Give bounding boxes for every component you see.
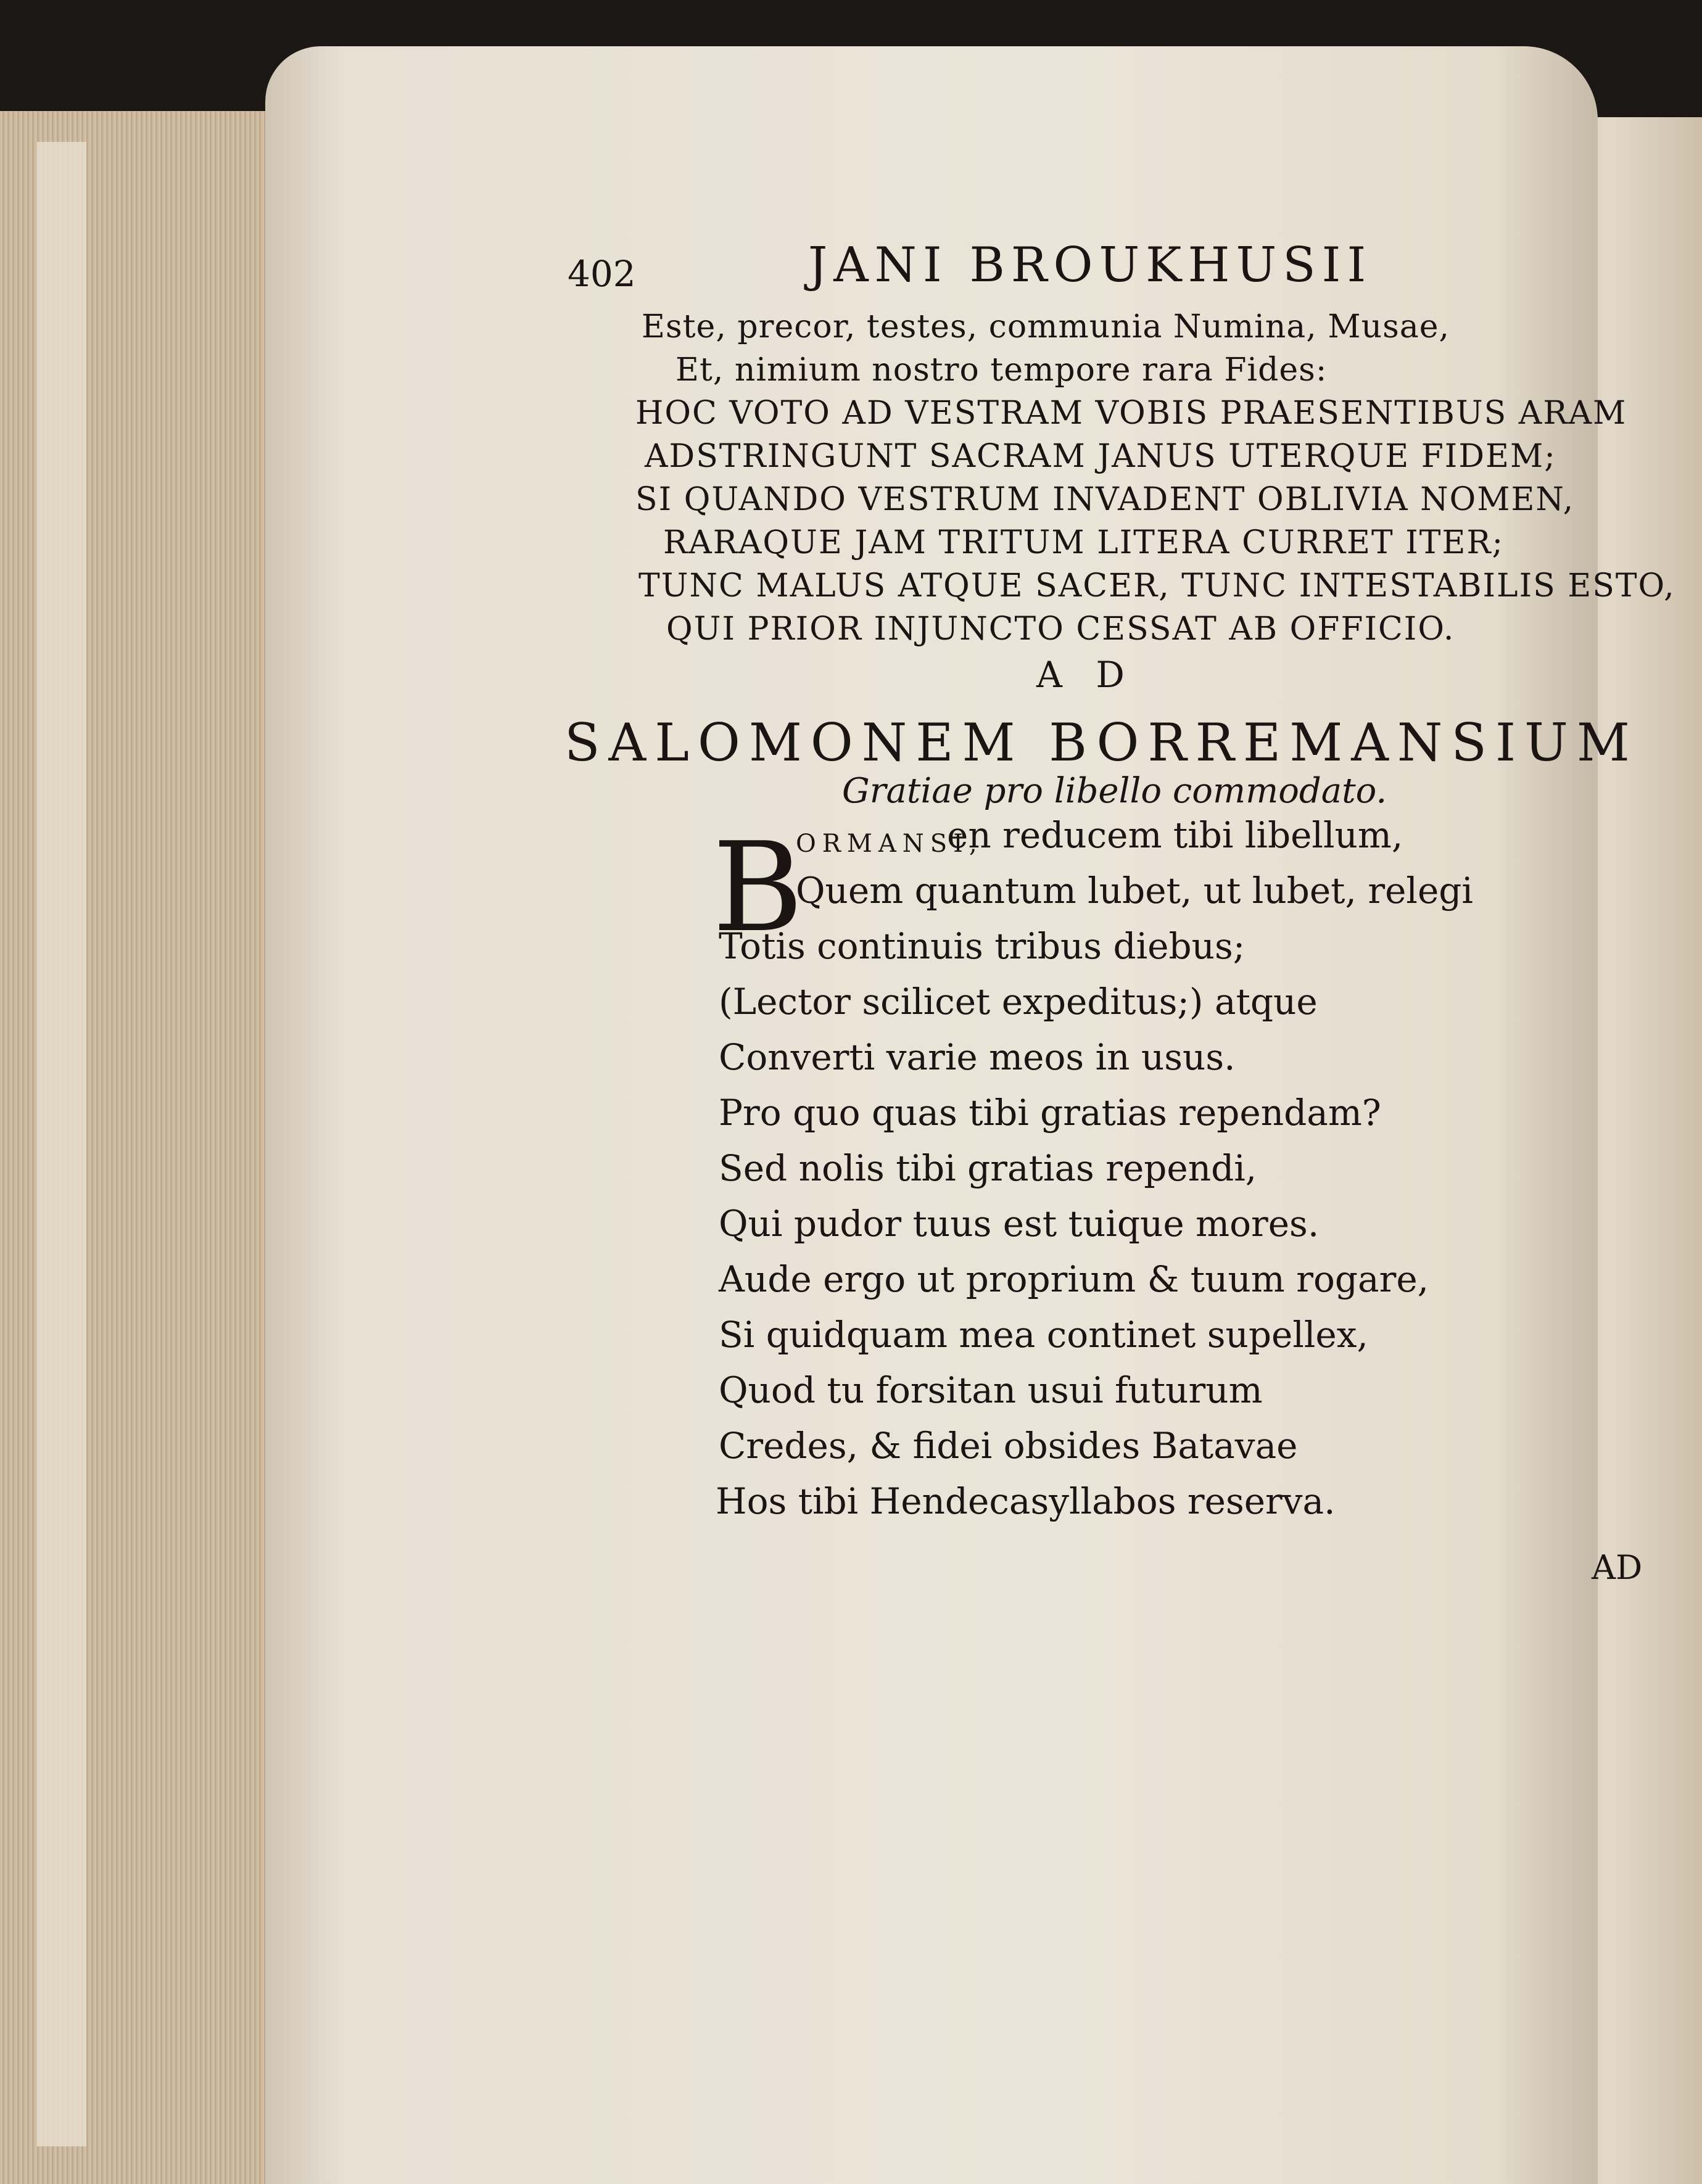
drop-cap: B xyxy=(713,816,803,960)
page-number: 402 xyxy=(568,253,636,295)
poem-line: Pro quo quas tibi gratias rependam? xyxy=(719,1092,1381,1134)
first-word-small-caps: ORMANSI, xyxy=(796,830,983,858)
running-head: JANI BROUKHUSII xyxy=(808,237,1373,293)
catchword: AD xyxy=(1592,1548,1643,1587)
dedication-line: ADSTRINGUNT SACRAM JANUS UTERQUE FIDEM; xyxy=(645,438,1556,475)
poem-line: (Lector scilicet expeditus;) atque xyxy=(719,981,1318,1023)
dedication-line: TUNC MALUS ATQUE SACER, TUNC INTESTABILIS ESTO, xyxy=(638,567,1675,604)
poem-heading-ad: A D xyxy=(1036,654,1136,696)
poem-subtitle: Gratiae pro libello commodato. xyxy=(842,771,1387,811)
poem-line: Credes, & fidei obsides Batavae xyxy=(719,1425,1298,1467)
poem-line: Hos tibi Hendecasyllabos reserva. xyxy=(716,1480,1336,1522)
dedication-line: SI QUANDO VESTRUM INVADENT OBLIVIA NOMEN, xyxy=(635,481,1575,518)
book-spine xyxy=(37,142,86,2146)
dedication-line: RARAQUE JAM TRITUM LITERA CURRET ITER; xyxy=(663,524,1505,561)
poem-line: Qui pudor tuus est tuique mores. xyxy=(719,1203,1320,1245)
poem-line: Quem quantum lubet, ut lubet, relegi xyxy=(796,870,1473,912)
dedication-line: QUI PRIOR INJUNCTO CESSAT AB OFFICIO. xyxy=(666,611,1455,648)
dedication-line: HOC VOTO AD VESTRAM VOBIS PRAESENTIBUS ARAM xyxy=(635,395,1627,432)
dedication-line: Este, precor, testes, communia Numina, Musae, xyxy=(642,308,1450,345)
poem-line: Aude ergo ut proprium & tuum rogare, xyxy=(719,1258,1429,1300)
poem-line: Converti varie meos in usus. xyxy=(719,1036,1236,1078)
poem-line: Sed nolis tibi gratias rependi, xyxy=(719,1147,1257,1189)
poem-first-line: en reducem tibi libellum, xyxy=(947,814,1403,856)
poem-line: Si quidquam mea continet supellex, xyxy=(719,1314,1368,1356)
poem-addressee: SALOMONEM BORREMANSIUM xyxy=(564,712,1638,773)
poem-line: Quod tu forsitan usui futurum xyxy=(719,1369,1263,1411)
poem-line: Totis continuis tribus diebus; xyxy=(719,925,1246,967)
dedication-line: Et, nimium nostro tempore rara Fides: xyxy=(675,352,1328,389)
